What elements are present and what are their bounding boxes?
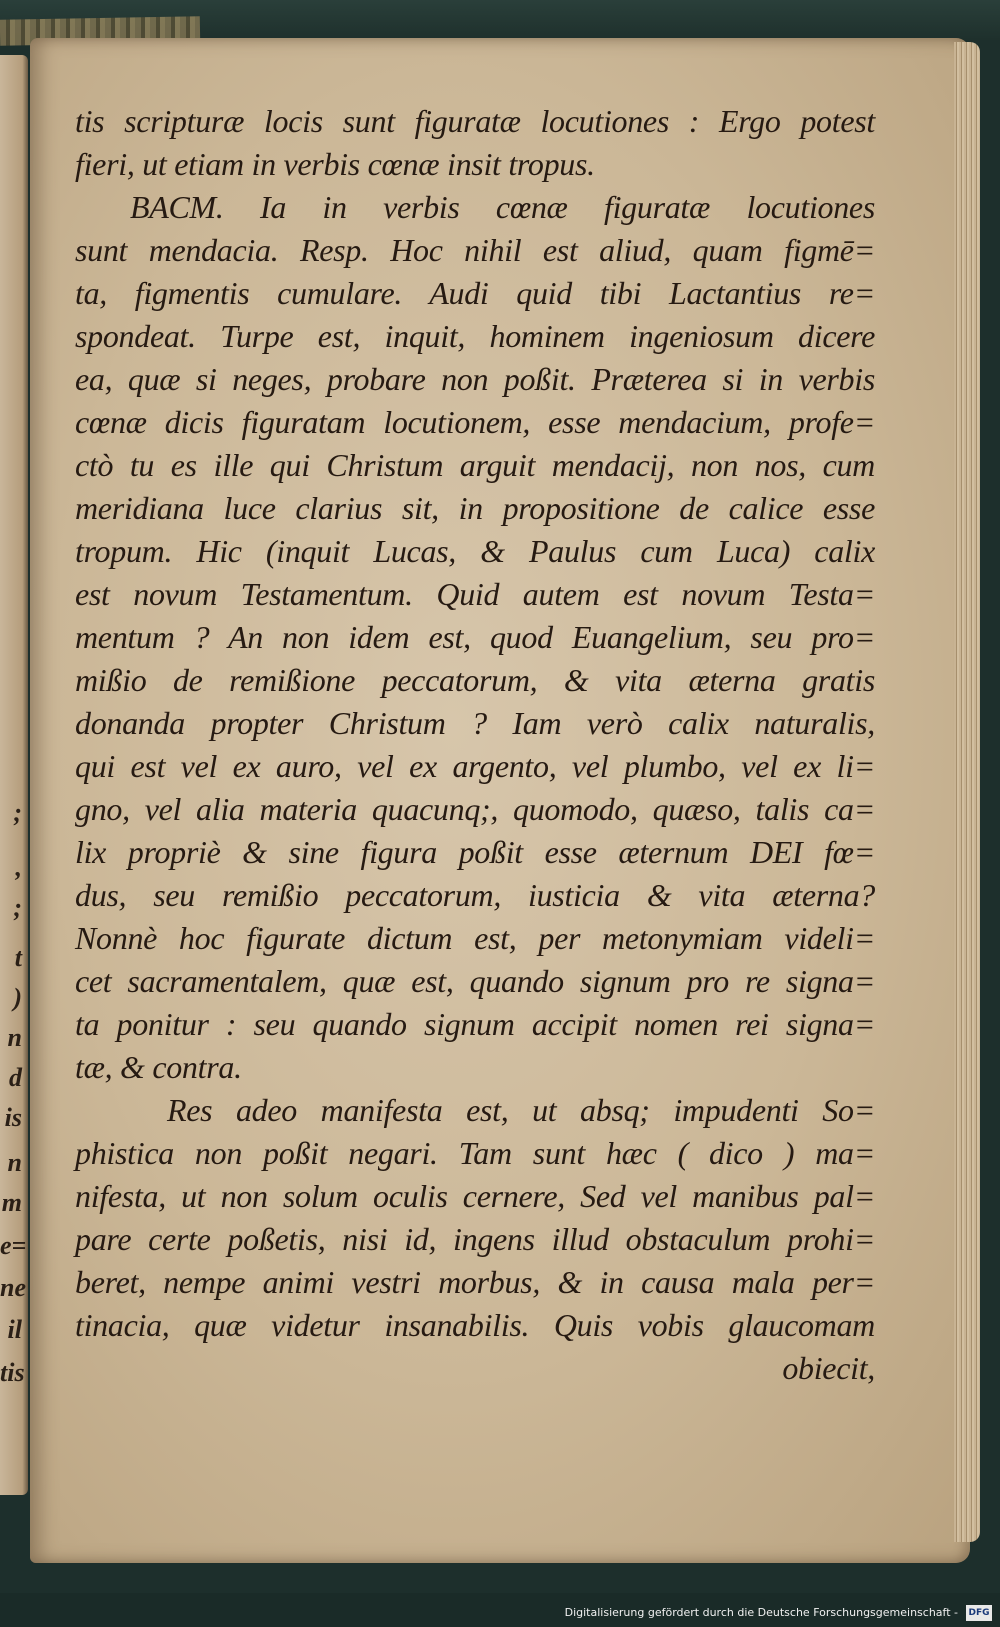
margin-bleed-char: ,	[15, 853, 22, 882]
book-cover-top	[0, 0, 1000, 40]
text-line: tæ, & contra.	[75, 1049, 242, 1085]
text-line: phistica non poßit negari. Tam sunt hæc ( dico ) ma=	[75, 1135, 875, 1171]
text-line: spondeat. Turpe est, inquit, hominem ingeniosum dicere	[75, 318, 875, 354]
text-line: meridiana luce clarius sit, in propositione de calice esse	[75, 490, 875, 526]
text-line: fieri, ut etiam in verbis cœnæ insit tropus.	[75, 146, 595, 182]
page-text	[75, 100, 875, 1390]
text-line: ctò tu es ille qui Christum arguit mendacij, non nos, cum	[75, 447, 875, 483]
text-line: Res adeo manifesta est, ut absq; impudenti So=	[167, 1092, 875, 1128]
text-line: tis scripturæ locis sunt figuratæ locutiones : Ergo potest	[75, 103, 875, 139]
text-line: est novum Testamentum. Quid autem est novum Testa=	[75, 576, 875, 612]
margin-bleed-char: is	[4, 1103, 22, 1132]
text-line: gno, vel alia materia quacunq;, quomodo, quæso, talis ca=	[75, 791, 875, 827]
footer-bar	[0, 1593, 1000, 1627]
margin-bleed-char: n	[7, 1023, 22, 1052]
margin-bleed-char: e=	[0, 1231, 27, 1260]
text-line: BACM. Ia in verbis cœnæ figuratæ locutiones	[130, 189, 875, 225]
text-line: ea, quæ si neges, probare non poßit. Præterea si in verbis	[75, 361, 875, 397]
text-line: ta ponitur : seu quando signum accipit nomen rei signa=	[75, 1006, 875, 1042]
text-line: nifesta, ut non solum oculis cernere, Sed vel manibus pal=	[75, 1178, 875, 1214]
margin-bleed-char: d	[9, 1063, 22, 1092]
margin-bleed-char: tis	[0, 1358, 25, 1387]
text-line: cœnæ dicis figuratam locutionem, esse mendacium, profe=	[75, 404, 875, 440]
text-line: sunt mendacia. Resp. Hoc nihil est aliud, quam figmē=	[75, 232, 875, 268]
dfg-logo-icon: DFG	[966, 1605, 992, 1621]
margin-bleed-char: ne	[0, 1273, 26, 1302]
text-line: donanda propter Christum ? Iam verò calix naturalis,	[75, 705, 875, 741]
margin-bleed-char: t	[14, 943, 22, 972]
text-line: tropum. Hic (inquit Lucas, & Paulus cum Luca) calix	[75, 533, 875, 569]
text-line: lix propriè & sine figura poßit esse æternum DEI fœ=	[75, 834, 875, 870]
catchword: obiecit,	[782, 1350, 875, 1386]
margin-bleed-char: il	[7, 1315, 22, 1344]
text-line: cet sacramentalem, quæ est, quando signum pro re signa=	[75, 963, 875, 999]
text-line: pare certe poßetis, nisi id, ingens illud obstaculum prohi=	[75, 1221, 875, 1257]
margin-bleed-char: n	[7, 1148, 22, 1177]
text-line: ta, figmentis cumulare. Audi quid tibi Lactantius re=	[75, 275, 875, 311]
left-page-edge	[0, 55, 28, 1495]
text-line: mentum ? An non idem est, quod Euangelium, seu pro=	[75, 619, 875, 655]
margin-bleed-char: ;	[13, 893, 22, 922]
funding-note: Digitalisierung gefördert durch die Deutsche Forschungsgemeinschaft -	[564, 1606, 958, 1619]
text-line: qui est vel ex auro, vel ex argento, vel plumbo, vel ex li=	[75, 748, 875, 784]
text-line: beret, nempe animi vestri morbus, & in causa mala per=	[75, 1264, 875, 1300]
margin-bleed-char: m	[1, 1188, 22, 1217]
text-line: Nonnè hoc figurate dictum est, per metonymiam videli=	[75, 920, 875, 956]
text-line: tinacia, quæ videtur insanabilis. Quis vobis glaucomam	[75, 1307, 875, 1343]
margin-bleed-char: ;	[13, 798, 22, 827]
page-stack-edge	[954, 42, 980, 1542]
text-line: dus, seu remißio peccatorum, iusticia & vita æterna?	[75, 877, 875, 913]
margin-bleed-char: )	[13, 983, 22, 1012]
text-line: mißio de remißione peccatorum, & vita æterna gratis	[75, 662, 875, 698]
